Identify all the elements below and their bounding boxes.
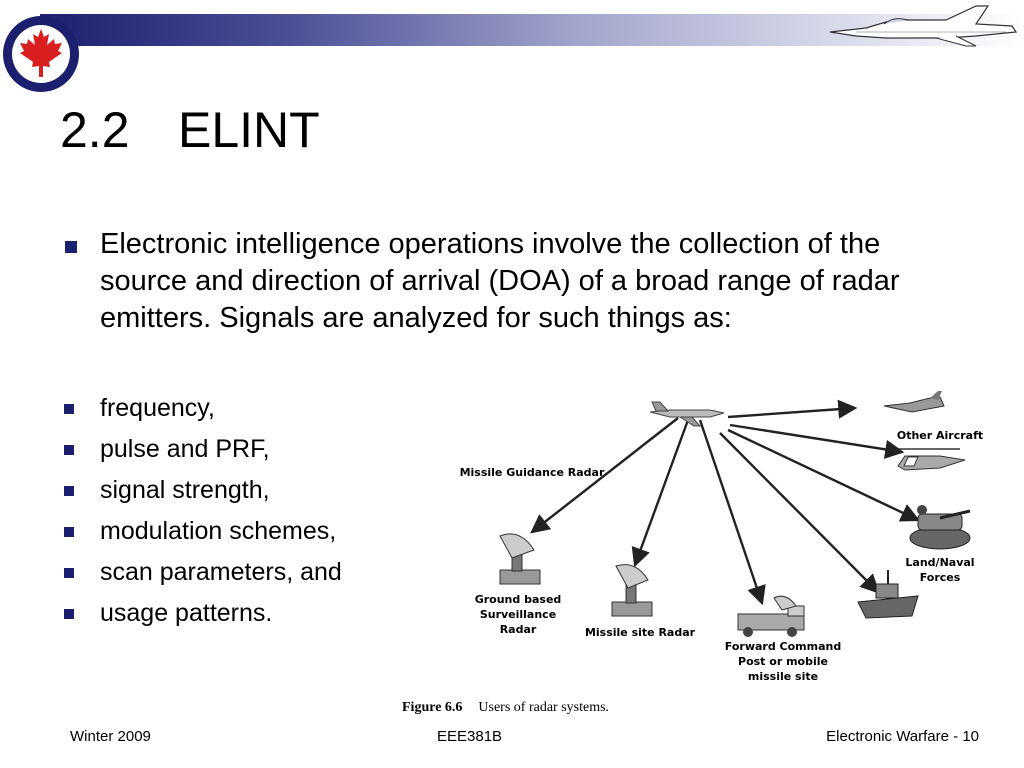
figure-caption (402, 700, 609, 716)
fighter-jet-icon (826, 2, 1022, 50)
helicopter-icon (898, 449, 965, 470)
list-item: scan parameters, and (100, 558, 342, 586)
tank-icon (910, 505, 970, 549)
title-number: 2.2 (60, 102, 130, 158)
label-land-2: Forces (919, 571, 961, 584)
list-item: modulation schemes, (100, 517, 337, 545)
label-other-aircraft: Other Aircraft (896, 429, 984, 442)
ground-radar-icon (500, 534, 540, 584)
label-forward-3: missile site (747, 670, 819, 683)
list-item: frequency, (100, 394, 215, 422)
bullet-marker-icon (65, 241, 77, 253)
bullet-marker-icon (64, 609, 74, 619)
label-ground-1: Ground based (474, 593, 562, 606)
bullet-marker-icon (64, 527, 74, 537)
caption-label: Figure 6.6 (402, 700, 463, 715)
footer-right: Electronic Warfare - 10 (826, 728, 979, 745)
rcaf-roundel-icon (2, 15, 80, 93)
label-missile-site: Missile site Radar (584, 626, 696, 639)
footer-center: EEE381B (437, 728, 503, 745)
label-forward-1: Forward Command (724, 640, 842, 653)
footer-left: Winter 2009 (70, 728, 151, 745)
main-bullet-text: Electronic intelligence operations involve the collection of the source and direction of arrival (DOA) of a broad range of radar emitters. Signals are analyzed for such things as: (100, 228, 900, 334)
arrow-line (730, 425, 902, 452)
other-fighter-icon (884, 391, 944, 412)
arrow-line (720, 433, 878, 592)
title-text: ELINT (178, 102, 320, 158)
radar-users-figure (430, 385, 1024, 720)
list-item: signal strength, (100, 476, 270, 504)
bullet-marker-icon (64, 486, 74, 496)
arrow-line (728, 408, 855, 417)
ship-icon (858, 570, 918, 618)
list-item: usage patterns. (100, 599, 273, 627)
mobile-radar-truck-icon (738, 596, 804, 637)
label-land-1: Land/Naval (905, 556, 975, 569)
bullet-marker-icon (64, 445, 74, 455)
list-item: pulse and PRF, (100, 435, 270, 463)
missile-site-radar-icon (612, 565, 652, 616)
label-missile-guidance: Missile Guidance Radar (459, 466, 605, 479)
bullet-marker-icon (64, 404, 74, 414)
arrow-line (700, 420, 762, 603)
arrow-line (728, 430, 918, 520)
caption-text: Users of radar systems. (478, 700, 610, 715)
slide-title (60, 100, 320, 160)
label-forward-2: Post or mobile (738, 655, 828, 668)
arrow-line (635, 420, 688, 565)
label-ground-3: Radar (499, 623, 537, 636)
label-ground-2: Surveillance (479, 608, 557, 621)
bullet-marker-icon (64, 568, 74, 578)
